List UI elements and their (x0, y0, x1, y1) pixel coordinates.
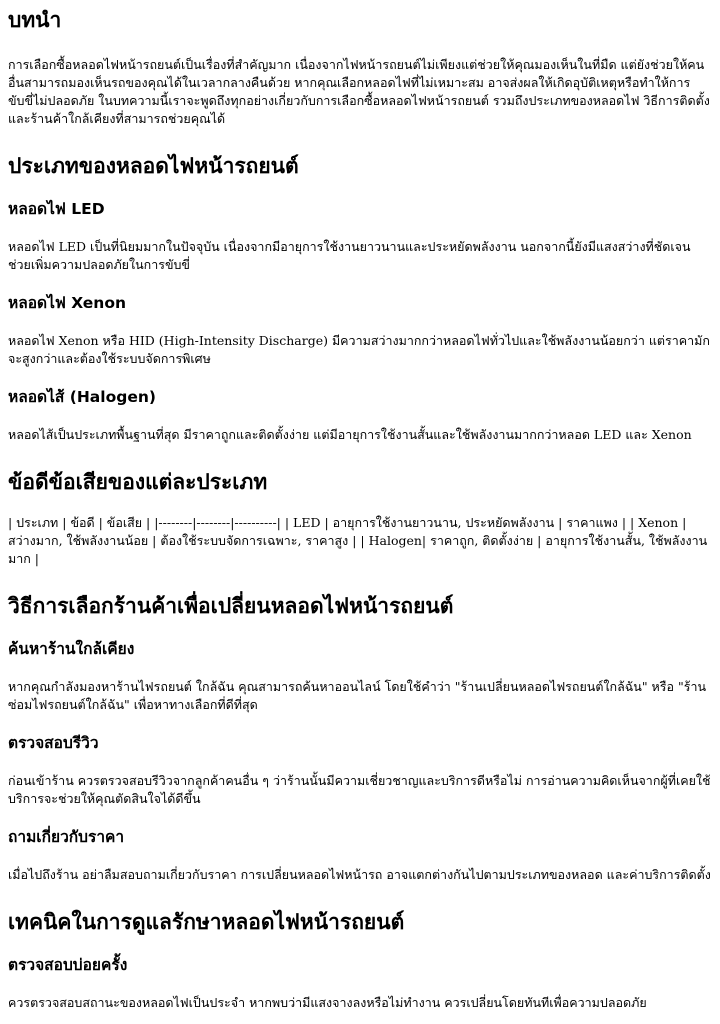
price-heading: ถามเกี่ยวกับราคา (8, 828, 125, 846)
proscons-heading: ข้อดีข้อเสียของแต่ละประเภท (8, 470, 268, 494)
article (0, 6, 720, 1012)
types-heading: ประเภทของหลอดไฟหน้ารถยนต์ (8, 154, 299, 178)
reviews-paragraph: ก่อนเข้าร้าน ควรตรวจสอบรีวิวจากลูกค้าคนอื่น ๆ ว่าร้านนั้นมีความเชี่ยวชาญและบริการดีหรือไม่ การอ่านความคิดเห็นจากผู้ที่เคยใช้บริการจะช่วยให้คุณตัดสินใจได้ดีขึ้น (8, 773, 711, 806)
led-heading: หลอดไฟ LED (8, 200, 105, 218)
intro-heading: บทนำ (8, 8, 62, 32)
search-paragraph: หากคุณกำลังมองหาร้านไฟรถยนต์ ใกล้ฉัน คุณสามารถค้นหาออนไลน์ โดยใช้คำว่า "ร้านเปลี่ยนหลอดไฟรถยนต์ใกล้ฉัน" หรือ "ร้านซ่อมไฟรถยนต์ใกล้ฉัน" เพื่อหาทางเลือกที่ดีที่สุด (8, 679, 707, 712)
shop-heading: วิธีการเลือกร้านค้าเพื่อเปลี่ยนหลอดไฟหน้ารถยนต์ (8, 594, 454, 618)
care-heading: เทคนิคในการดูแลรักษาหลอดไฟหน้ารถยนต์ (8, 910, 405, 934)
check-paragraph: ควรตรวจสอบสถานะของหลอดไฟเป็นประจำ หากพบว่ามีแสงจางลงหรือไม่ทำงาน ควรเปลี่ยนโดยทันทีเพื่อความปลอดภัย (8, 995, 647, 1010)
check-heading: ตรวจสอบบ่อยครั้ง (8, 956, 128, 974)
reviews-heading: ตรวจสอบรีวิว (8, 734, 99, 752)
search-heading: ค้นหาร้านใกล้เคียง (8, 640, 135, 658)
halogen-heading: หลอดไส้ (Halogen) (8, 388, 156, 406)
halogen-paragraph: หลอดไส้เป็นประเภทพื้นฐานที่สุด มีราคาถูกและติดตั้งง่าย แต่มีอายุการใช้งานสั้นและใช้พลังงานมากกว่าหลอด LED และ Xenon (8, 427, 692, 442)
led-paragraph: หลอดไฟ LED เป็นที่นิยมมากในปัจจุบัน เนื่องจากมีอายุการใช้งานยาวนานและประหยัดพลังงาน นอกจากนี้ยังมีแสงสว่างที่ชัดเจน ช่วยเพิ่มความปลอดภัยในการขับขี่ (8, 239, 691, 272)
xenon-paragraph: หลอดไฟ Xenon หรือ HID (High-Intensity Discharge) มีความสว่างมากกว่าหลอดไฟทั่วไปและใช้พลังงานน้อยกว่า แต่ราคามักจะสูงกว่าและต้องใช้ระบบจัดการพิเศษ (8, 333, 710, 366)
xenon-heading: หลอดไฟ Xenon (8, 294, 127, 312)
price-paragraph: เมื่อไปถึงร้าน อย่าลืมสอบถามเกี่ยวกับราคา การเปลี่ยนหลอดไฟหน้ารถ อาจแตกต่างกันไปตามประเภทของหลอด และค่าบริการติดตั้ง (8, 867, 711, 882)
intro-paragraph: การเลือกซื้อหลอดไฟหน้ารถยนต์เป็นเรื่องที่สำคัญมาก เนื่องจากไฟหน้ารถยนต์ไม่เพียงแต่ช่วยให้คุณมองเห็นในที่มืด แต่ยังช่วยให้คนอื่นสามารถมองเห็นรถของคุณได้ในเวลากลางคืนด้วย หากคุณเลือกหลอดไฟที่ไม่เหมาะสม อาจส่งผลให้เกิดอุบัติเหตุหรือทำให้การขับขี่ไม่ปลอดภัย ในบทความนี้เราจะพูดถึงทุกอย่างเกี่ยวกับการเลือกซื้อหลอดไฟหน้ารถยนต์ รวมถึงประเภทของหลอดไฟ วิธีการติดตั้ง และร้านค้าใกล้เคียงที่สามารถช่วยคุณได้ (8, 57, 710, 126)
proscons-paragraph: | ประเภท | ข้อดี | ข้อเสีย | |--------|--------|----------| | LED | อายุการใช้งานยาวนาน, ประหยัดพลังงาน | ราคาแพง | | Xenon | สว่างมาก, ใช้พลังงานน้อย | ต้องใช้ระบบจัดการเฉพาะ, ราคาสูง | | Halogen| ราคาถูก, ติดตั้งง่าย | อายุการใช้งานสั้น, ใช้พลังงานมาก | (8, 515, 708, 566)
